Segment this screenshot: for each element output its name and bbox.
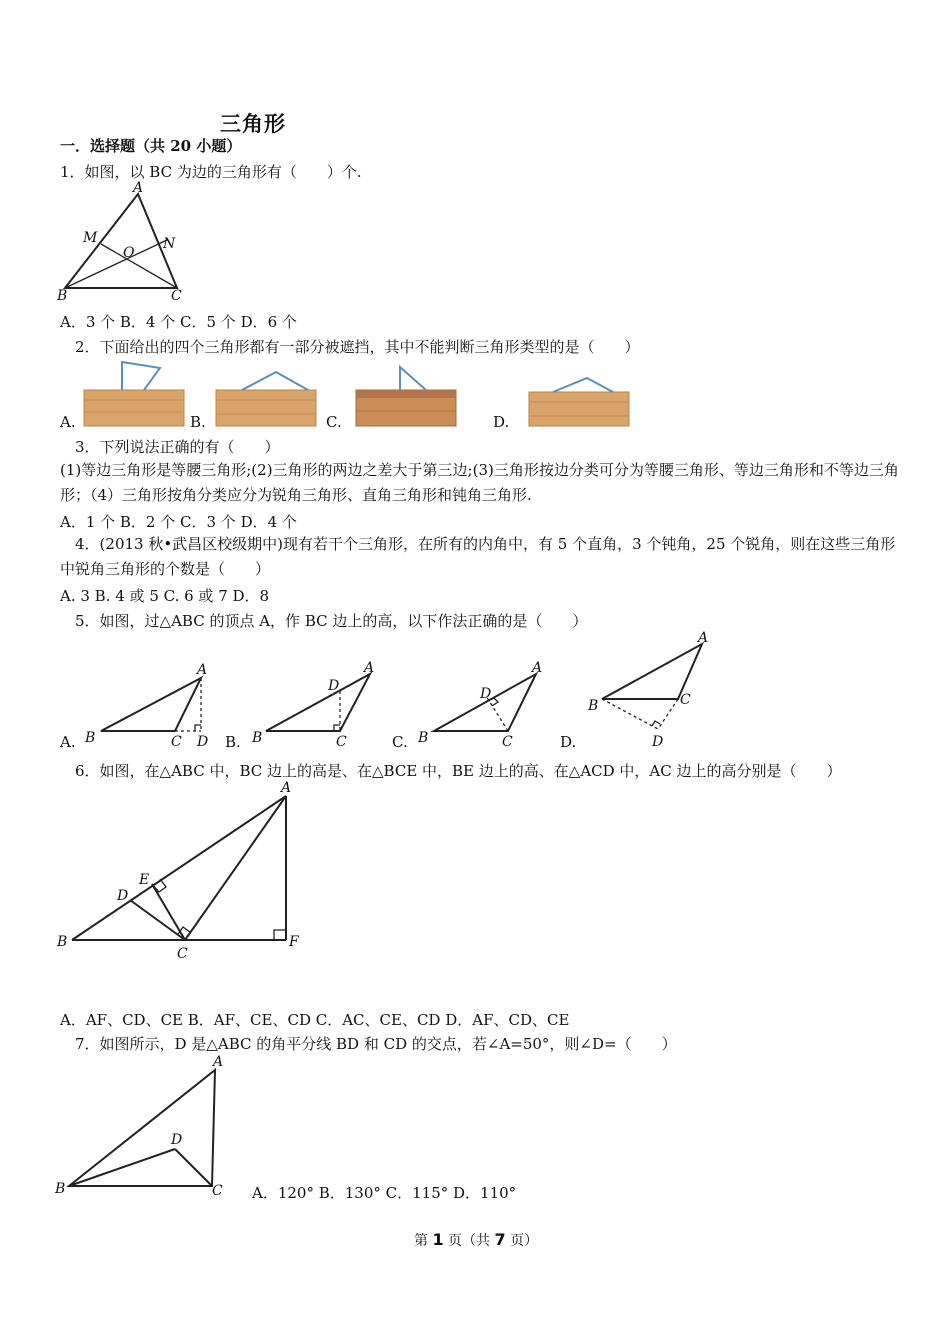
q5c-label-d: D: [480, 686, 492, 702]
q5-option-d-label: D.: [560, 733, 577, 751]
q5b-label-a: A: [364, 660, 375, 676]
q2-figure-c: [352, 363, 458, 428]
q2-option-d-label: D.: [493, 413, 510, 431]
q5-figure-b: [252, 660, 382, 750]
question-3-stem: 3．下列说法正确的有（ ）: [75, 438, 280, 456]
question-4-options: A. 3 B. 4 或 5 C. 6 或 7 D．8: [60, 587, 270, 605]
q5c-label-a: A: [532, 660, 543, 676]
footer-page-number: 1: [432, 1230, 444, 1249]
q7-figure: [55, 1052, 235, 1197]
question-7-options: A．120° B．130° C．115° D．110°: [252, 1184, 517, 1202]
q5-option-a-label: A.: [60, 733, 76, 751]
q2-figure-a: [82, 360, 187, 428]
q1-label-n: N: [163, 236, 176, 252]
question-4-stem: 4．(2013 秋•武昌区校级期中)现有若干个三角形，在所有的内角中，有 5 个直角，3 个钝角，25 个锐角，则在这些三角形中锐角三角形的个数是（ ）: [60, 535, 896, 578]
question-6-options: A．AF、CD、CE B．AF、CE、CD C．AC、CE、CD D．AF、CD、CE: [60, 1011, 570, 1029]
footer-prefix: 第: [414, 1233, 428, 1249]
q5c-label-b: B: [418, 730, 429, 746]
q6-label-c: C: [177, 946, 188, 962]
q5d-label-a: A: [698, 630, 709, 646]
q6-label-d: D: [117, 888, 129, 904]
question-3-options: A．1 个 B．2 个 C．3 个 D．4 个: [60, 513, 297, 531]
q5-option-c-label: C.: [392, 733, 408, 751]
q5b-label-c: C: [336, 734, 347, 750]
q5b-label-d: D: [328, 678, 340, 694]
q5d-label-c: C: [680, 692, 691, 708]
q5-figure-c: [418, 660, 548, 750]
question-1-stem: 1．如图，以 BC 为边的三角形有（ ）个.: [60, 163, 362, 181]
q5d-label-d: D: [652, 734, 664, 750]
question-7-stem: 7．如图所示，D 是△ABC 的角平分线 BD 和 CD 的交点，若∠A=50°，则∠D=（ ）: [75, 1035, 677, 1053]
question-3-body: (1)等边三角形是等腰三角形;(2)三角形的两边之差大于第三边;(3)三角形按边分类可分为等腰三角形、等边三角形和不等边三角形；（4）三角形按角分类应分为锐角三角形、直角三角形和钝角三角形.: [60, 461, 899, 504]
question-2-stem: 2．下面给出的四个三角形都有一部分被遮挡，其中不能判断三角形类型的是（ ）: [75, 338, 640, 356]
q1-label-m: M: [83, 230, 98, 246]
q7-label-d: D: [171, 1132, 183, 1148]
footer-mid: 页（共: [448, 1233, 491, 1249]
footer-total-pages: 7: [494, 1230, 506, 1249]
q5a-label-a: A: [197, 662, 208, 678]
q7-label-c: C: [212, 1183, 223, 1199]
question-5-stem: 5．如图，过△ABC 的顶点 A，作 BC 边上的高，以下作法正确的是（ ）: [75, 612, 588, 630]
q5a-label-d: D: [197, 734, 209, 750]
question-6-stem: 6．如图，在△ABC 中，BC 边上的高是、在△BCE 中，BE 边上的高、在△ACD 中，AC 边上的高分别是（ ）: [75, 762, 842, 780]
page-footer: [414, 1230, 538, 1250]
footer-suffix: 页）: [510, 1233, 539, 1249]
section-heading: 一．选择题（共 20 小题）: [60, 137, 242, 155]
q6-label-f: F: [289, 934, 299, 950]
q6-figure: [55, 780, 305, 960]
q5-figure-d: [586, 628, 716, 748]
q5b-label-b: B: [252, 730, 263, 746]
q7-label-b: B: [55, 1181, 66, 1197]
q5a-label-b: B: [85, 730, 96, 746]
q5a-label-c: C: [171, 734, 182, 750]
q5-figure-a: [85, 660, 220, 750]
q2-figure-d: [525, 370, 633, 428]
q1-label-c: C: [171, 288, 182, 304]
q6-label-b: B: [57, 934, 68, 950]
q2-figure-b: [212, 368, 320, 428]
q1-label-a: A: [133, 180, 144, 196]
q5c-label-c: C: [502, 734, 513, 750]
q2-option-c-label: C.: [326, 413, 342, 431]
q6-label-e: E: [139, 872, 150, 888]
q7-label-a: A: [213, 1054, 224, 1070]
q2-option-a-label: A.: [60, 413, 76, 431]
q5d-label-b: B: [588, 698, 599, 714]
q1-label-b: B: [57, 288, 68, 304]
q1-figure: [55, 180, 195, 305]
q1-label-o: O: [123, 245, 135, 261]
page-title: 三角形: [220, 112, 286, 136]
question-1-options: A．3 个 B．4 个 C．5 个 D．6 个: [60, 313, 297, 331]
q5-option-b-label: B.: [225, 733, 241, 751]
q6-label-a: A: [281, 780, 292, 796]
q2-option-b-label: B.: [190, 413, 206, 431]
